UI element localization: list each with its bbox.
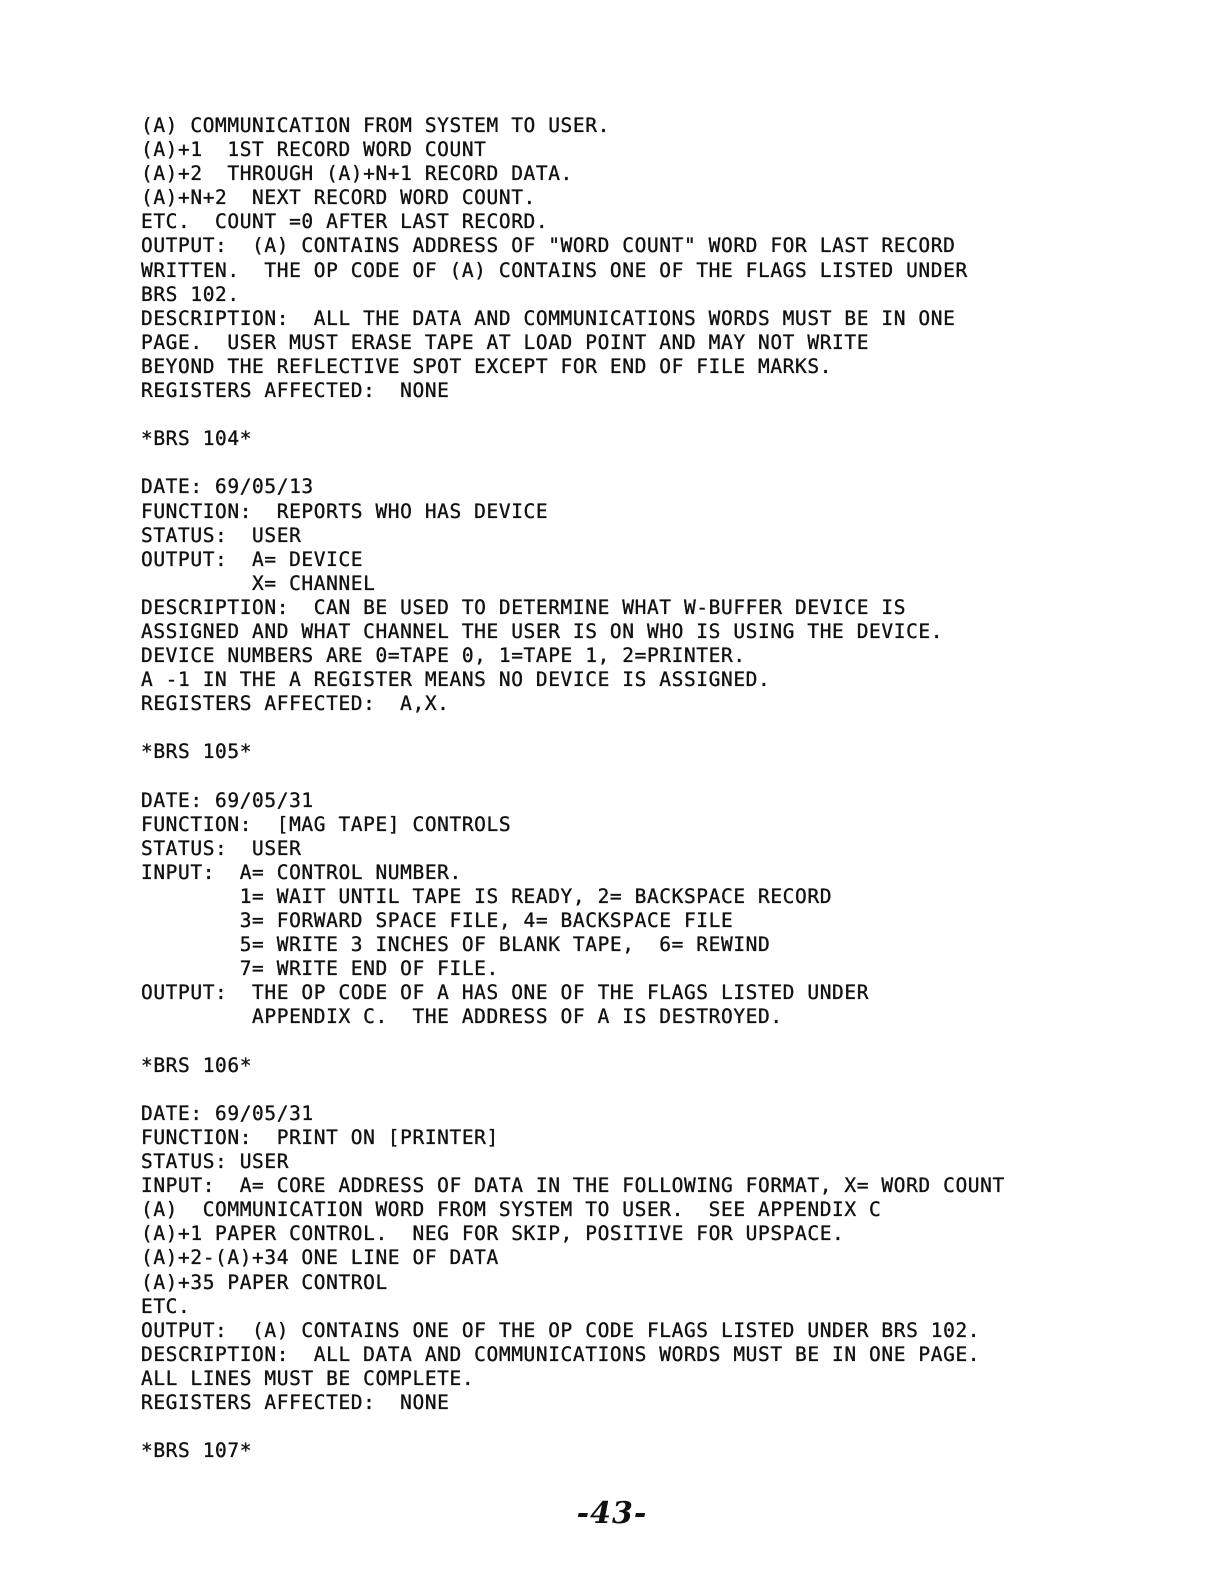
text-line: DESCRIPTION: CAN BE USED TO DETERMINE WHAT W-BUFFER DEVICE IS — [141, 595, 907, 619]
section-heading: *BRS 105* — [141, 740, 253, 764]
text-line: STATUS: USER — [141, 523, 302, 547]
section-heading: *BRS 107* — [141, 1439, 253, 1463]
text-line: REGISTERS AFFECTED: NONE — [141, 1390, 450, 1414]
text-line: INPUT: A= CORE ADDRESS OF DATA IN THE FOLLOWING FORMAT, X= WORD COUNT — [141, 1174, 1005, 1198]
blank-line — [141, 403, 1151, 427]
text-line: REGISTERS AFFECTED: NONE — [141, 379, 450, 403]
text-line: (A)+2-(A)+34 ONE LINE OF DATA — [141, 1246, 499, 1270]
blank-line — [141, 1030, 1151, 1054]
text-line: BRS 102. — [141, 282, 240, 306]
text-line: FUNCTION: REPORTS WHO HAS DEVICE — [141, 499, 549, 523]
text-line: 3= FORWARD SPACE FILE, 4= BACKSPACE FILE — [141, 909, 734, 933]
text-line: (A)+1 PAPER CONTROL. NEG FOR SKIP, POSITIVE FOR UPSPACE. — [141, 1222, 845, 1246]
text-line: A -1 IN THE A REGISTER MEANS NO DEVICE IS ASSIGNED. — [141, 668, 771, 692]
page-number: -43- — [576, 1496, 648, 1531]
text-line: DATE: 69/05/13 — [141, 475, 314, 499]
text-line: STATUS: USER — [141, 836, 302, 860]
text-line: APPENDIX C. THE ADDRESS OF A IS DESTROYED. — [141, 1005, 783, 1029]
text-line: REGISTERS AFFECTED: A,X. — [141, 692, 450, 716]
text-line: (A) COMMUNICATION FROM SYSTEM TO USER. — [141, 114, 610, 137]
text-line: DESCRIPTION: ALL THE DATA AND COMMUNICATIONS WORDS MUST BE IN ONE — [141, 306, 956, 330]
blank-line — [141, 765, 1151, 789]
text-line: OUTPUT: (A) CONTAINS ADDRESS OF "WORD COUNT" WORD FOR LAST RECORD — [141, 234, 956, 258]
text-line: DATE: 69/05/31 — [141, 788, 314, 812]
text-line: X= CHANNEL — [141, 571, 376, 595]
text-line: ETC. COUNT =0 AFTER LAST RECORD. — [141, 210, 549, 234]
text-line: (A)+35 PAPER CONTROL — [141, 1270, 388, 1294]
text-line: 7= WRITE END OF FILE. — [141, 957, 499, 981]
text-line: BEYOND THE REFLECTIVE SPOT EXCEPT FOR END OF FILE MARKS. — [141, 354, 833, 378]
text-line: INPUT: A= CONTROL NUMBER. — [141, 860, 462, 884]
text-line: 1= WAIT UNTIL TAPE IS READY, 2= BACKSPACE RECORD — [141, 885, 833, 908]
text-line: (A)+2 THROUGH (A)+N+1 RECORD DATA. — [141, 162, 573, 186]
blank-line — [141, 451, 1151, 475]
document-body — [141, 114, 1151, 1463]
text-line: ETC. — [141, 1294, 191, 1318]
text-line: (A)+N+2 NEXT RECORD WORD COUNT. — [141, 186, 536, 210]
text-line: DEVICE NUMBERS ARE 0=TAPE 0, 1=TAPE 1, 2=PRINTER. — [141, 644, 746, 668]
text-line: 5= WRITE 3 INCHES OF BLANK TAPE, 6= REWIND — [141, 933, 771, 957]
text-line: STATUS: USER — [141, 1150, 290, 1174]
section-heading: *BRS 106* — [141, 1053, 253, 1077]
text-line: OUTPUT: THE OP CODE OF A HAS ONE OF THE FLAGS LISTED UNDER — [141, 981, 870, 1005]
text-line: ALL LINES MUST BE COMPLETE. — [141, 1366, 475, 1390]
text-line: DATE: 69/05/31 — [141, 1101, 314, 1125]
blank-line — [141, 1078, 1151, 1102]
text-line: PAGE. USER MUST ERASE TAPE AT LOAD POINT AND MAY NOT WRITE — [141, 330, 870, 354]
text-line: (A)+1 1ST RECORD WORD COUNT — [141, 138, 487, 162]
blank-line — [141, 1415, 1151, 1439]
text-line: (A) COMMUNICATION WORD FROM SYSTEM TO USER. SEE APPENDIX C — [141, 1198, 882, 1222]
blank-line — [141, 716, 1151, 740]
text-line: DESCRIPTION: ALL DATA AND COMMUNICATIONS WORDS MUST BE IN ONE PAGE. — [141, 1342, 981, 1366]
text-line: FUNCTION: [MAG TAPE] CONTROLS — [141, 812, 512, 836]
text-line: OUTPUT: (A) CONTAINS ONE OF THE OP CODE FLAGS LISTED UNDER BRS 102. — [141, 1318, 981, 1342]
text-line: OUTPUT: A= DEVICE — [141, 547, 364, 571]
text-line: WRITTEN. THE OP CODE OF (A) CONTAINS ONE OF THE FLAGS LISTED UNDER — [141, 258, 968, 282]
section-heading: *BRS 104* — [141, 427, 253, 451]
text-line: FUNCTION: PRINT ON [PRINTER] — [141, 1125, 499, 1149]
text-line: ASSIGNED AND WHAT CHANNEL THE USER IS ON WHO IS USING THE DEVICE. — [141, 619, 944, 643]
